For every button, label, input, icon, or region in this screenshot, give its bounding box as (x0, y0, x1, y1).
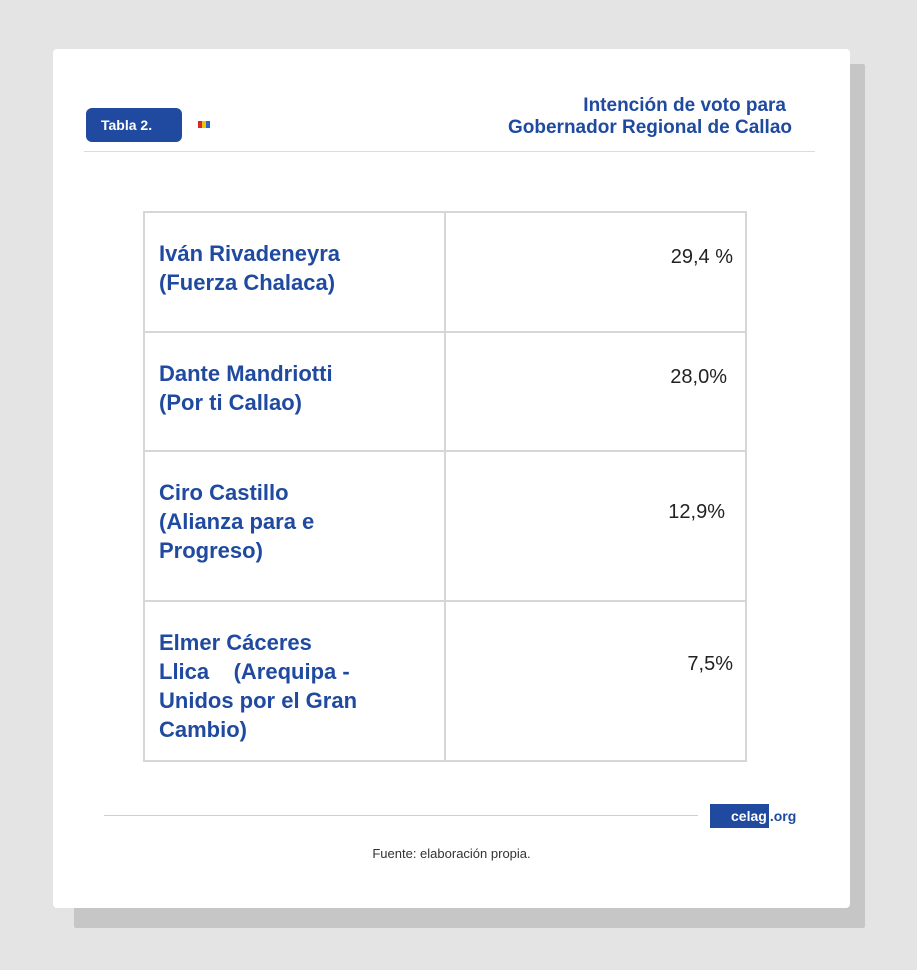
logo-suffix: .org (769, 808, 797, 824)
candidate-party-line: (Alianza para e (159, 509, 315, 534)
source-note: Fuente: elaboración propia. (372, 846, 531, 861)
candidate-party-line: (Por ti Callao) (159, 390, 303, 415)
candidate-cell (144, 332, 445, 451)
header-divider (84, 151, 815, 152)
candidate-party-line: (Fuerza Chalaca) (159, 270, 336, 295)
candidate-name-line: Elmer Cáceres (159, 630, 312, 655)
candidate-party-line: Progreso) (159, 538, 263, 563)
flag-stripe-blue (206, 121, 210, 128)
table-row (144, 601, 746, 761)
peru-flag-icon (198, 121, 210, 128)
candidate-party-line: Llica (Arequipa - (159, 659, 350, 684)
candidate-cell (144, 212, 445, 332)
logo-main: celag (710, 804, 769, 828)
candidate-party-line: Unidos por el Gran (159, 688, 358, 713)
candidate-cell (144, 601, 445, 761)
table-number-badge: Tabla 2. (86, 108, 182, 142)
title-line-2: Gobernador Regional de Callao (508, 117, 792, 138)
footer-divider (104, 815, 698, 816)
percent-cell: 29,4 % (445, 212, 746, 332)
table-title (508, 95, 792, 139)
table-row (144, 332, 746, 451)
candidate-name-line: Dante Mandriotti (159, 361, 333, 386)
results-table (143, 211, 747, 762)
candidate-name-line: Iván Rivadeneyra (159, 241, 340, 266)
candidate-party-line: Cambio) (159, 717, 247, 742)
candidate-name-line: Ciro Castillo (159, 480, 289, 505)
candidate-cell (144, 451, 445, 601)
table-card (53, 49, 850, 908)
percent-cell: 28,0% (445, 332, 746, 451)
title-line-1: Intención de voto para (583, 95, 786, 116)
table-row (144, 451, 746, 601)
table-row (144, 212, 746, 332)
celag-logo (710, 804, 796, 828)
percent-cell: 7,5% (445, 601, 746, 761)
percent-cell: 12,9% (445, 451, 746, 601)
